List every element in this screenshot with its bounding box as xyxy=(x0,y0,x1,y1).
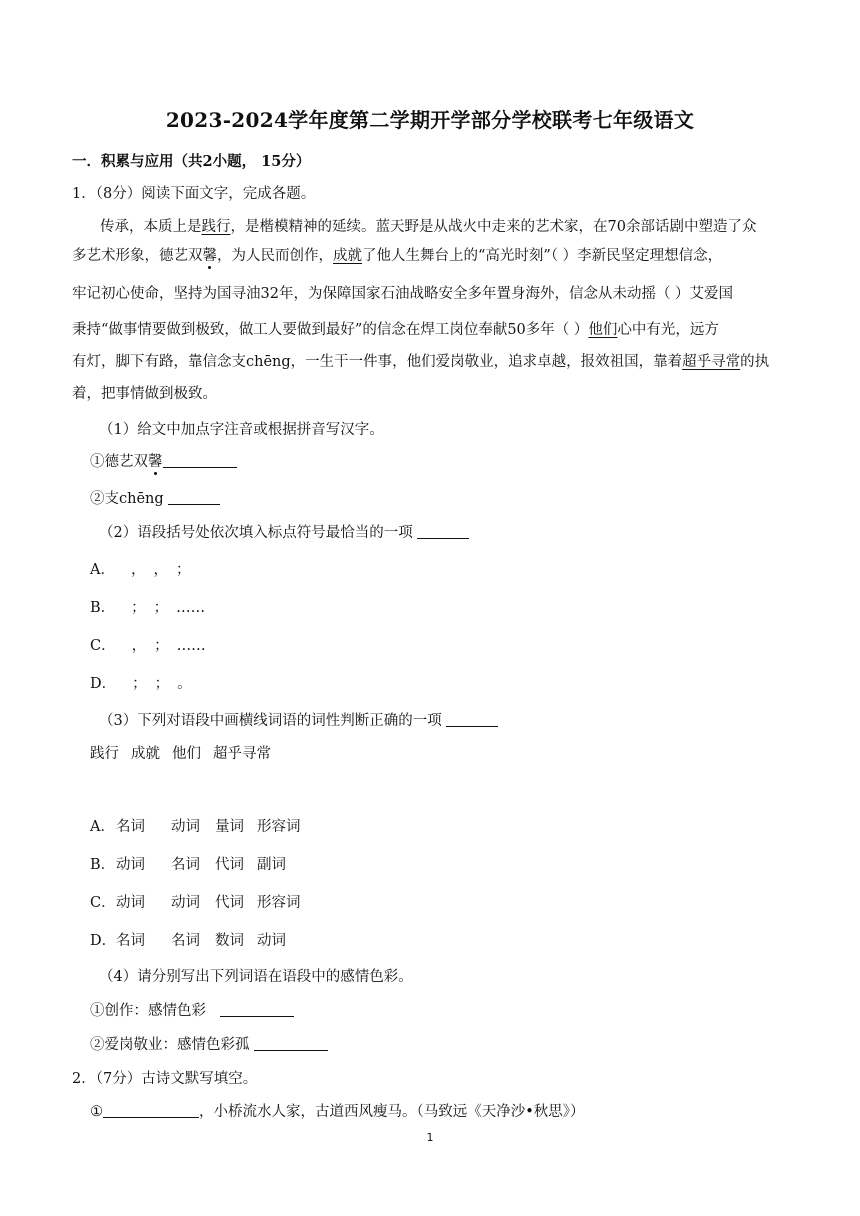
underlined-word: 超乎寻常 xyxy=(682,354,741,370)
passage-line: 多艺术形象，德艺双馨，为人民而创作，成就了他人生舞台上的“高光时刻”（ ）李新民坚定理想信念， xyxy=(72,248,723,264)
option-b[interactable]: B． ； ； …… xyxy=(90,600,206,616)
passage-line: 传承，本质上是践行，是楷模精神的延续。蓝天野是从战火中走来的艺术家，在70余部话剧中塑造了众 xyxy=(100,219,757,235)
sub-question-4: （4）请分别写出下列词语在语段中的感情色彩。 xyxy=(99,969,413,985)
question-2-header: 2．（7分）古诗文默写填空。 xyxy=(72,1071,258,1087)
passage-line: 着，把事情做到极致。 xyxy=(72,386,217,402)
underlined-word: 成就 xyxy=(333,248,362,264)
document-title: 2023-2024学年度第二学期开学部分学校联考七年级语文 xyxy=(165,108,695,132)
answer-blank[interactable] xyxy=(103,1103,199,1118)
dotted-char: 馨 xyxy=(148,454,163,470)
answer-blank[interactable] xyxy=(220,1002,294,1017)
passage-line: 牢记初心使命，坚持为国寻油32年，为保障国家石油战略安全多年置身海外，信念从未动摇（ ）艾爱国 xyxy=(72,286,734,302)
question-1-header: 1．（8分）阅读下面文字，完成各题。 xyxy=(72,186,316,202)
sub-question-2: （2）语段括号处依次填入标点符号最恰当的一项 xyxy=(99,521,469,542)
answer-line: ②支chēng xyxy=(90,487,220,508)
option-d[interactable]: D． ； ； 。 xyxy=(90,676,192,692)
sub-question-3: （3）下列对语段中画横线词语的词性判断正确的一项 xyxy=(99,709,498,730)
answer-line: ②爱岗敬业：感情色彩孤 xyxy=(90,1033,328,1054)
answer-blank[interactable] xyxy=(254,1036,328,1051)
passage-line: 秉持“做事情要做到极致，做工人要做到最好”的信念在焊工岗位奉献50多年（ ）他们心中有光，远方 xyxy=(72,322,719,338)
page-number: 1 xyxy=(426,1131,434,1144)
passage-line: 有灯，脚下有路，靠信念支chēng，一生干一件事，他们爱岗敬业，追求卓越，报效祖国，靠着超乎寻常的执 xyxy=(72,354,770,370)
option-b[interactable]: B．动词 名词 代词 副词 xyxy=(90,857,286,873)
answer-line: ①创作：感情色彩 xyxy=(90,999,294,1020)
option-a[interactable]: A．名词 动词 量词 形容词 xyxy=(90,819,301,835)
dotted-char: 馨 xyxy=(202,248,217,264)
option-d[interactable]: D．名词 名词 数词 动词 xyxy=(90,933,286,949)
option-c[interactable]: C．动词 动词 代词 形容词 xyxy=(90,895,301,911)
answer-blank[interactable] xyxy=(417,524,469,539)
answer-line: ①德艺双馨 xyxy=(90,450,237,471)
underlined-word: 他们 xyxy=(588,322,618,338)
option-c[interactable]: C． ， ； …… xyxy=(90,638,206,654)
underlined-word: 践行 xyxy=(201,219,231,235)
word-list: 践行 成就 他们 超乎寻常 xyxy=(90,746,271,762)
option-a[interactable]: A． ， ， ； xyxy=(90,562,191,578)
answer-blank[interactable] xyxy=(168,490,220,505)
section-heading: 一．积累与应用（共2小题， 15分） xyxy=(72,153,311,170)
answer-blank[interactable] xyxy=(163,453,237,468)
answer-blank[interactable] xyxy=(446,712,498,727)
sub-question-1: （1）给文中加点字注音或根据拼音写汉字。 xyxy=(99,422,384,438)
answer-line: ① ，小桥流水人家，古道西风瘦马。（马致远《天净沙•秋思》） xyxy=(90,1104,585,1120)
